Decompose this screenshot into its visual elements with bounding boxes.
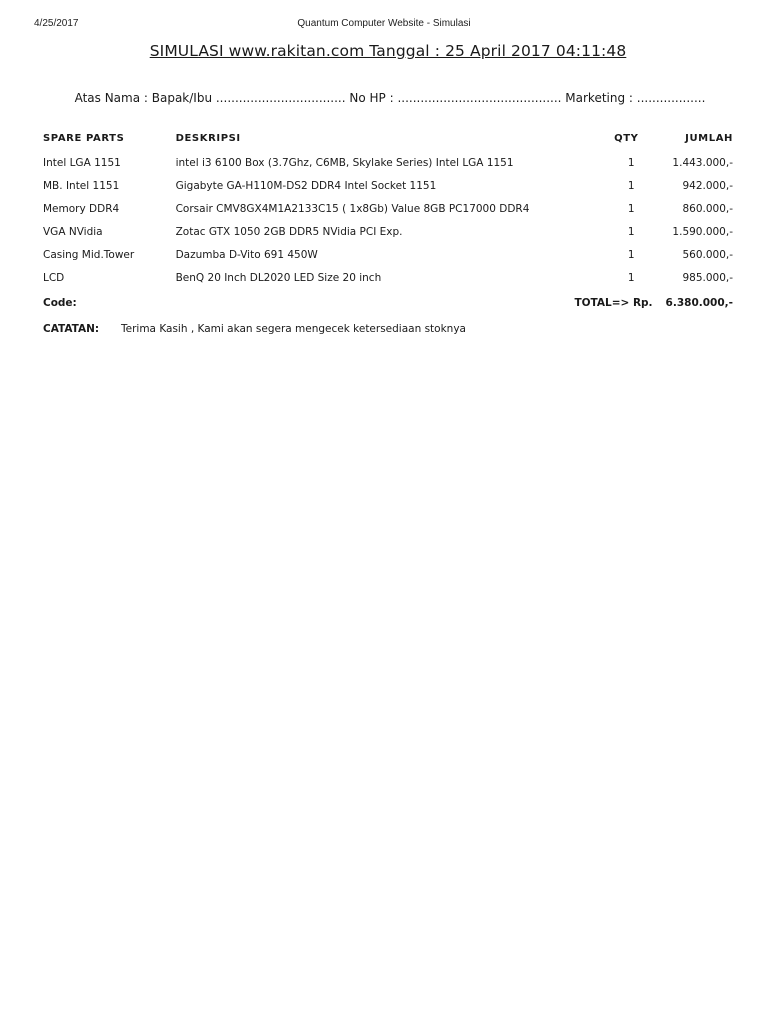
total-row (38, 289, 738, 317)
parts-table (38, 125, 738, 317)
print-header (0, 18, 768, 32)
table-row (38, 197, 738, 220)
cell-qty: 1 (627, 225, 635, 238)
table-row (38, 243, 738, 266)
catatan-label: CATATAN: (43, 323, 100, 335)
cell-jumlah: 1.443.000,- (672, 156, 733, 169)
header-qty: QTY (614, 132, 639, 144)
cell-desc: Corsair CMV8GX4M1A2133C15 ( 1x8Gb) Value 8GB PC17000 DDR4 (175, 202, 530, 215)
cell-qty: 1 (627, 156, 635, 169)
catatan-section (43, 323, 466, 335)
cell-jumlah: 860.000,- (682, 202, 733, 215)
cell-qty: 1 (627, 248, 635, 261)
cell-desc: BenQ 20 Inch DL2020 LED Size 20 inch (175, 271, 382, 284)
table-row (38, 174, 738, 197)
header-deskripsi: DESKRIPSI (175, 132, 241, 144)
total-label: TOTAL=> Rp. (574, 297, 653, 309)
code-label: Code: (43, 297, 77, 309)
cell-qty: 1 (627, 202, 635, 215)
cell-desc: intel i3 6100 Box (3.7Ghz, C6MB, Skylake Series) Intel LGA 1151 (175, 156, 514, 169)
table-row (38, 151, 738, 174)
document-title: SIMULASI www.rakitan.com Tanggal : 25 April 2017 04:11:48 (149, 42, 627, 60)
cell-part: MB. Intel 1151 (43, 179, 120, 192)
total-value: 6.380.000,- (665, 297, 733, 309)
code-value (171, 289, 553, 317)
table-header-row (38, 125, 738, 151)
table-row (38, 266, 738, 289)
cell-desc: Gigabyte GA-H110M-DS2 DDR4 Intel Socket 1151 (175, 179, 437, 192)
cell-jumlah: 560.000,- (682, 248, 733, 261)
cell-part: Casing Mid.Tower (43, 248, 135, 261)
header-jumlah: JUMLAH (685, 132, 733, 144)
cell-part: Memory DDR4 (43, 202, 120, 215)
cell-jumlah: 985.000,- (682, 271, 733, 284)
header-spare-parts: SPARE PARTS (43, 132, 125, 144)
cell-desc: Zotac GTX 1050 2GB DDR5 NVidia PCI Exp. (175, 225, 403, 238)
print-page-title: Quantum Computer Website - Simulasi (297, 18, 471, 29)
cell-jumlah: 1.590.000,- (672, 225, 733, 238)
cell-part: VGA NVidia (43, 225, 103, 238)
cell-desc: Dazumba D-Vito 691 450W (175, 248, 318, 261)
catatan-text: Terima Kasih , Kami akan segera mengecek ketersediaan stoknya (121, 323, 466, 335)
table-row (38, 220, 738, 243)
print-date: 4/25/2017 (34, 18, 79, 29)
customer-info-line: Atas Nama : Bapak/Ibu .................................. No HP : ........................................... Marketing : .................. (74, 91, 706, 105)
cell-qty: 1 (627, 271, 635, 284)
cell-part: Intel LGA 1151 (43, 156, 121, 169)
cell-jumlah: 942.000,- (682, 179, 733, 192)
cell-qty: 1 (627, 179, 635, 192)
cell-part: LCD (43, 271, 65, 284)
